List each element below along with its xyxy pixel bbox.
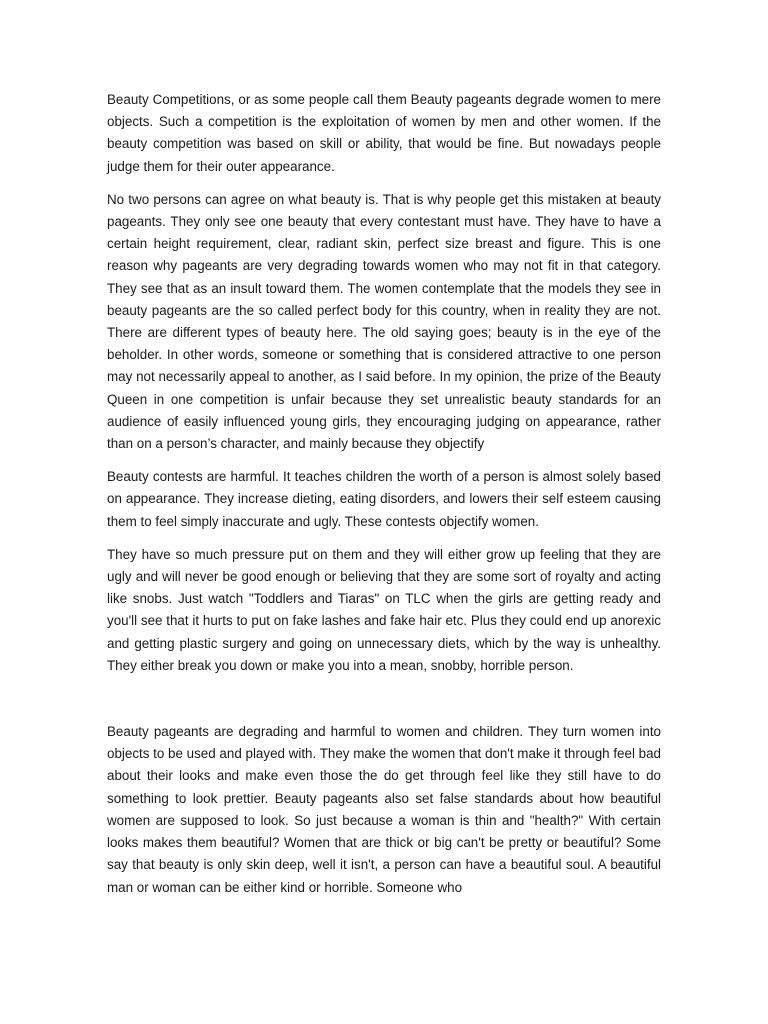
paragraph-4: They have so much pressure put on them and they will either grow up feeling that they are ugly and will never be good enough or believing that they are some sort of royalty and acting like snobs. Just watch "Toddlers and Tiaras" on TLC when the girls are getting ready and you'll see that it hurts to put on fake lashes and fake hair etc. Plus they could end up anorexic and getting plastic surgery and going on unnecessary diets, which by the way is unhealthy. They either break you down or make you into a mean, snobby, horrible person. xyxy=(107,546,661,673)
document-body xyxy=(107,89,661,910)
paragraph-3: Beauty contests are harmful. It teaches children the worth of a person is almost solely based on appearance. They increase dieting, eating disorders, and lowers their self esteem causing them to feel simply inaccurate and ugly. These contests objectify women. xyxy=(107,469,661,529)
paragraph-5: Beauty pageants are degrading and harmful to women and children. They turn women into objects to be used and played with. They make the women that don't make it through feel bad about their looks and make even those the do get through feel like they still have to do something to look prettier. Beauty pageants also set false standards about how beautiful women are supposed to look. So just because a woman is thin and "health?" With certain looks makes them beautiful? Women that are thick or big can't be pretty or beautiful? Some say that beauty is only skin deep, well it isn't, a person can have a beautiful soul. A beautiful man or woman can be either kind or horrible. Someone who xyxy=(107,724,661,895)
paragraph-2: No two persons can agree on what beauty is. That is why people get this mistaken at beauty pageants. They only see one beauty that every contestant must have. They have to have a certain height requirement, clear, radiant skin, perfect size breast and figure. This is one reason why pageants are very degrading towards women who may not fit in that category. They see that as an insult toward them. The women contemplate that the models they see in beauty pageants are the so called perfect body for this country, when in reality they are not. There are different types of beauty here. The old saying goes; beauty is in the eye of the beholder. In other words, someone or something that is considered attractive to one person may not necessarily appeal to another, as I said before. In my opinion, the prize of the Beauty Queen in one competition is unfair because they set unrealistic beauty standards for an audience of easily influenced young girls, they encouraging judging on appearance, rather than on a person’s character, and mainly because they objectify xyxy=(107,191,661,452)
paragraph-1: Beauty Competitions, or as some people call them Beauty pageants degrade women to mere objects. Such a competition is the exploitation of women by men and other women. If the beauty competition was based on skill or ability, that would be fine. But nowadays people judge them for their outer appearance. xyxy=(107,92,661,174)
